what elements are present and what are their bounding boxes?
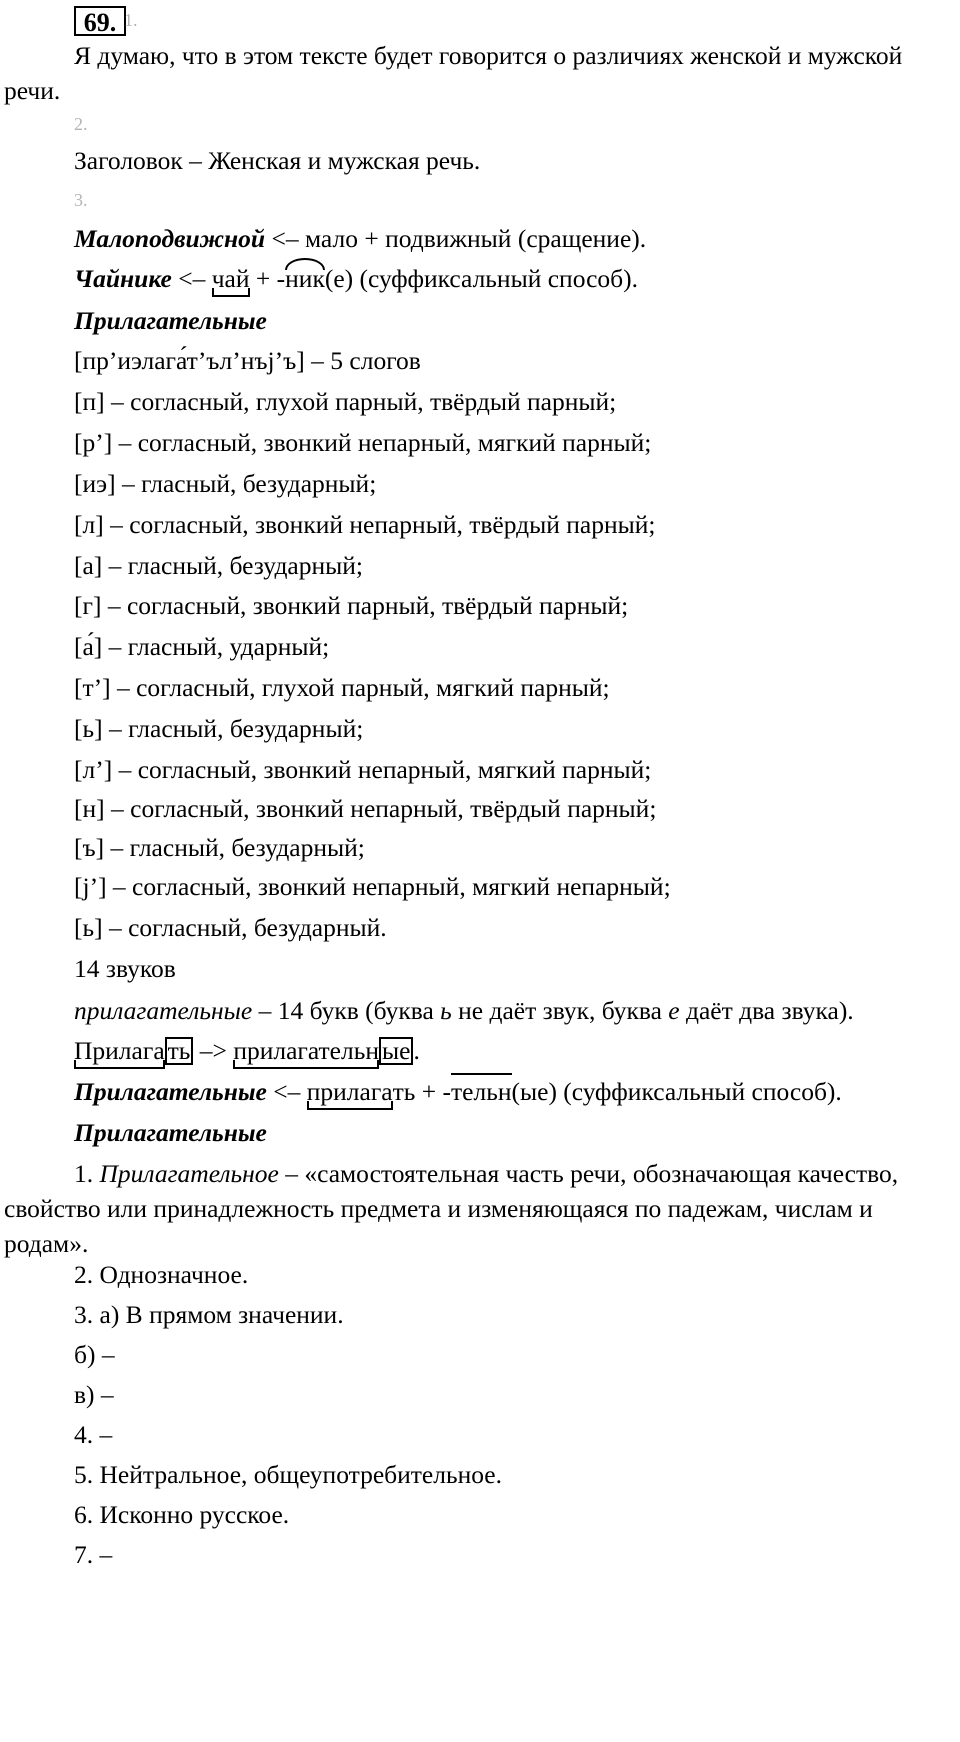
analyzed-word: Прилагательные xyxy=(74,1077,267,1106)
answer-1-text: – «самостоятельная часть речи, обозначающая качество, свойство или принадлежность предмета и изменяющаяся по падежам, числам и родам». xyxy=(4,1159,899,1258)
answer-3a: 3. а) В прямом значении. xyxy=(74,1300,344,1329)
answer-3b: б) – xyxy=(74,1340,115,1369)
ending-box: ые xyxy=(379,1037,413,1065)
answer-1-number: 1. xyxy=(74,1159,100,1188)
exercise-number: 69. xyxy=(74,6,126,36)
answer-7: 7. – xyxy=(74,1540,113,1569)
answer-4: 4. – xyxy=(74,1420,113,1449)
phonetic-line-2: [р’] – согласный, звонкий непарный, мягкий парный; xyxy=(74,428,652,457)
phonetic-line-12: [ъ] – гласный, безударный; xyxy=(74,833,365,862)
base-marked: прилага xyxy=(306,1077,393,1106)
formation-text: <– мало + подвижный (сращение). xyxy=(265,224,647,253)
task-number-3: 3. xyxy=(74,190,88,210)
phonetic-line-6: [г] – согласный, звонкий парный, твёрдый парный; xyxy=(74,591,629,620)
phonetic-line-13: [j’] – согласный, звонкий непарный, мягкий непарный; xyxy=(74,872,671,901)
transcription: [пр’иэлага́т’ъл’нъj’ъ] – 5 слогов xyxy=(74,346,421,375)
letter-e: е xyxy=(668,996,680,1025)
phonetic-line-10: [л’] – согласный, звонкий непарный, мягкий парный; xyxy=(74,755,652,784)
phonetic-line-7: [а́] – гласный, ударный; xyxy=(74,632,330,661)
section2-text: Заголовок – Женская и мужская речь. xyxy=(74,146,481,175)
ending-box: ть xyxy=(165,1037,194,1065)
phonetic-line-11: [н] – согласный, звонкий непарный, твёрдый парный; xyxy=(74,794,657,823)
answer-1-term: Прилагательное xyxy=(99,1159,279,1188)
phonetic-line-14: [ь] – согласный, безударный. xyxy=(74,913,387,942)
suffix-marked: ник xyxy=(285,264,325,293)
answer-2: 2. Однозначное. xyxy=(74,1260,249,1289)
section1-text: Я думаю, что в этом тексте будет говорится о различиях женской и мужской речи. xyxy=(4,41,903,105)
formation-text: <– xyxy=(171,264,212,293)
formation-text: <– xyxy=(266,1077,307,1106)
formation-text: + - xyxy=(249,264,286,293)
phonetic-line-8: [т’] – согласный, глухой парный, мягкий парный; xyxy=(74,673,610,702)
letters-line xyxy=(74,996,854,1026)
letters-word: прилагательные xyxy=(74,996,253,1025)
answer-1 xyxy=(4,1156,954,1261)
derivation-line-1 xyxy=(74,1036,420,1066)
word-formation-line-1 xyxy=(74,224,646,254)
phonetic-line-4: [л] – согласный, звонкий непарный, твёрдый парный; xyxy=(74,510,656,539)
letter-soft-sign: ь xyxy=(440,996,452,1025)
answer-3c: в) – xyxy=(74,1380,114,1409)
task-number-1: 1. xyxy=(124,10,138,30)
phonetic-line-5: [а] – гласный, безударный; xyxy=(74,551,364,580)
letters-text: не даёт звук, буква xyxy=(451,996,669,1025)
phonetic-line-3: [иэ] – гласный, безударный; xyxy=(74,469,377,498)
letters-text: даёт два звука). xyxy=(679,996,854,1025)
heading-adjectives: Прилагательные xyxy=(74,306,267,335)
stem-marked: чай xyxy=(211,264,250,293)
sounds-count: 14 звуков xyxy=(74,954,176,983)
word-formation-line-2 xyxy=(74,264,638,294)
stem-prilagateln: прилагательн xyxy=(233,1036,379,1065)
answer-6: 6. Исконно русское. xyxy=(74,1500,290,1529)
formation-text: (ые) (суффиксальный способ). xyxy=(511,1077,842,1106)
formation-text: (е) (суффиксальный способ). xyxy=(324,264,638,293)
analyzed-word: Чайнике xyxy=(74,264,172,293)
formation-text: ть + - xyxy=(392,1077,452,1106)
phonetic-line-1: [п] – согласный, глухой парный, твёрдый парный; xyxy=(74,387,617,416)
phonetic-line-9: [ь] – гласный, безударный; xyxy=(74,714,364,743)
period: . xyxy=(413,1036,420,1065)
heading-adjectives-2: Прилагательные xyxy=(74,1118,267,1147)
analyzed-word: Малоподвижной xyxy=(74,224,266,253)
answer-5: 5. Нейтральное, общеупотребительное. xyxy=(74,1460,502,1489)
derivation-line-2 xyxy=(74,1077,842,1107)
letters-text: – 14 букв (буква xyxy=(252,996,441,1025)
task-number-2: 2. xyxy=(74,114,88,134)
derivation-arrow: –> xyxy=(193,1036,234,1065)
stem-prilaga: Прилага xyxy=(74,1036,165,1065)
suffix-marked: тельн xyxy=(451,1077,512,1106)
